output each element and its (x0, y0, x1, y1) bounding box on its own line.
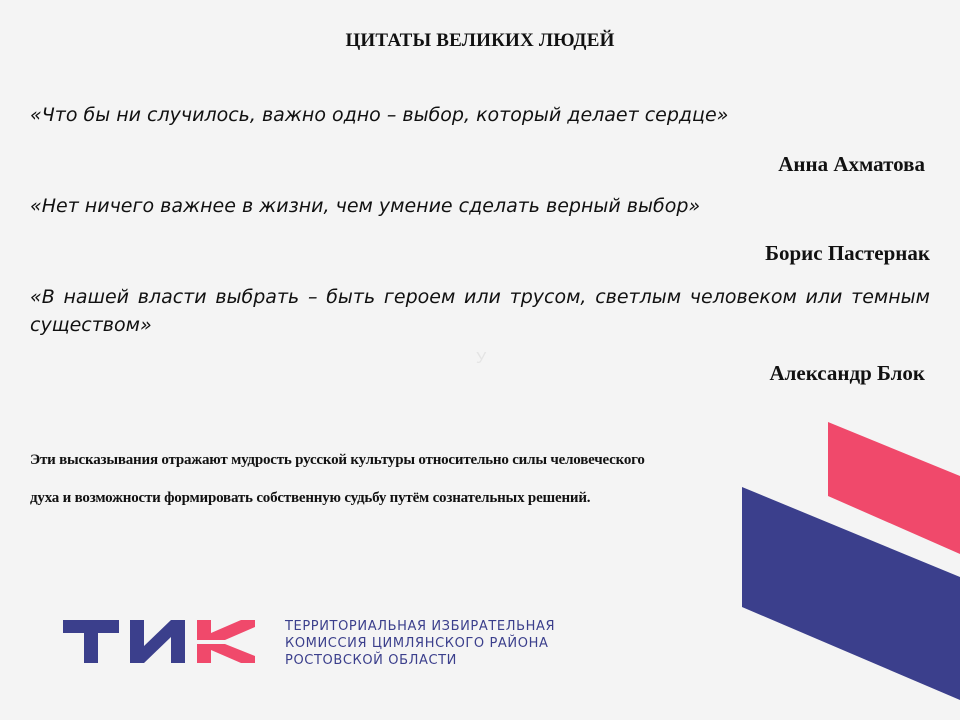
org-line-1: ТЕРРИТОРИАЛЬНАЯ ИЗБИРАТЕЛЬНАЯ (285, 619, 556, 634)
org-name (285, 618, 555, 669)
quote-1: «Что бы ни случилось, важно одно – выбор, который делает сердце» (30, 104, 729, 126)
author-3: Александр Блок (769, 361, 925, 385)
quote-3: «В нашей власти выбрать – быть героем или трусом, светлым человеком или темным существом» (30, 286, 930, 336)
summary-line-1: Эти высказывания отражают мудрость русской культуры относительно силы человеческого (30, 452, 645, 468)
author-1: Анна Ахматова (778, 152, 925, 176)
logo-letter-i (130, 620, 185, 663)
org-line-2: КОМИССИЯ ЦИМЛЯНСКОГО РАЙОНА (285, 636, 549, 651)
author-2: Борис Пастернак (765, 241, 930, 265)
slide-title: ЦИТАТЫ ВЕЛИКИХ ЛЮДЕЙ (345, 30, 615, 51)
logo-letter-k (197, 620, 255, 663)
logo-letter-t (63, 620, 119, 663)
quote-2: «Нет ничего важнее в жизни, чем умение сделать верный выбор» (30, 195, 701, 217)
tik-logo (63, 618, 263, 664)
stray-character: У (476, 350, 487, 367)
org-line-3: РОСТОВСКОЙ ОБЛАСТИ (285, 653, 457, 668)
summary-line-2: духа и возможности формировать собственную судьбу путём сознательных решений. (30, 490, 591, 506)
